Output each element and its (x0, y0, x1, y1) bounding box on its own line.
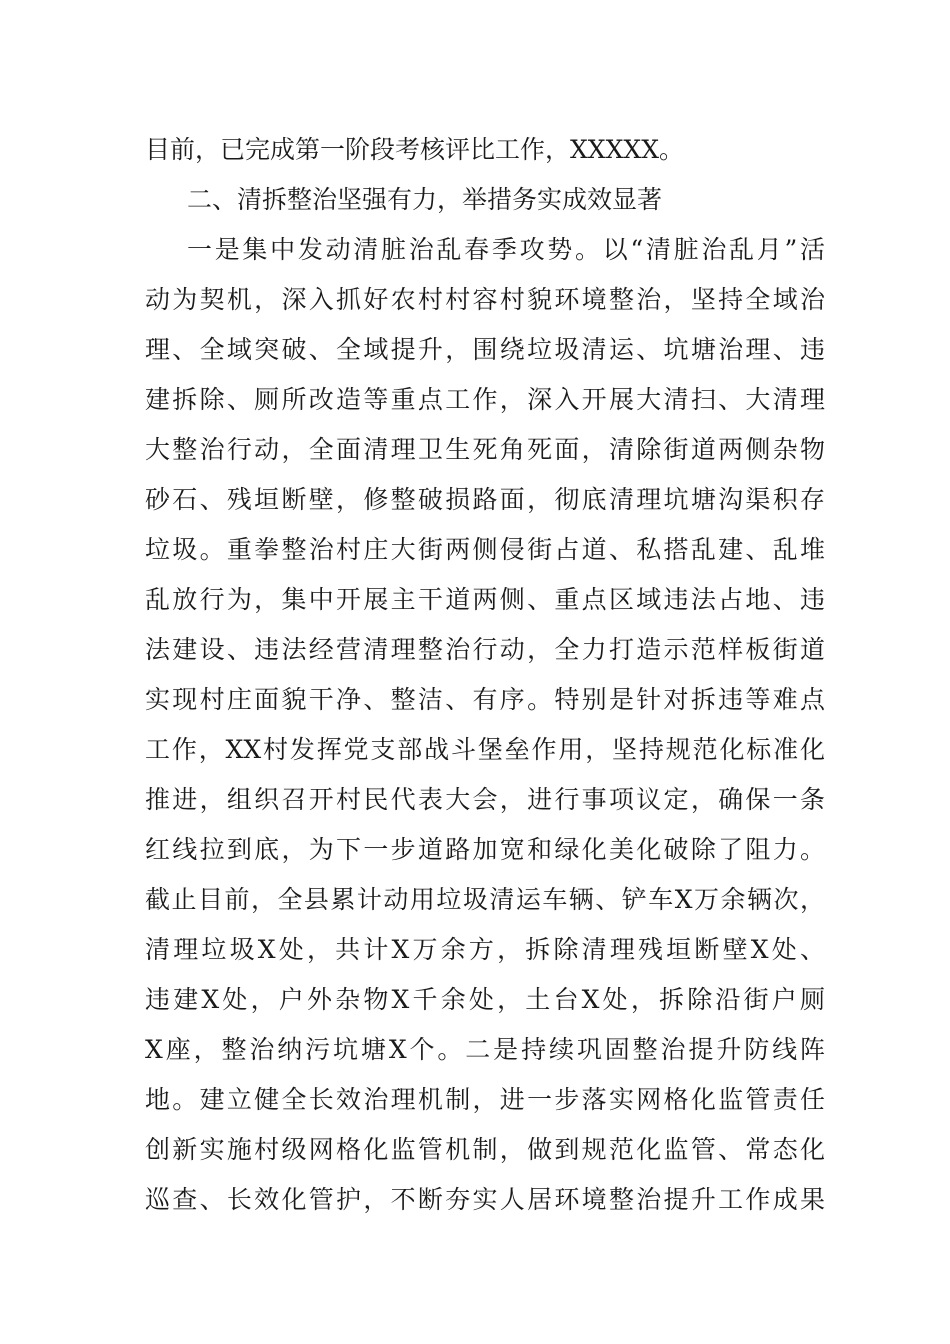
text-line: 目前，已完成第一阶段考核评比工作，XXXXX。 (145, 135, 684, 164)
text-line: 清理垃圾X处，共计X万余方，拆除清理残垣断壁X处、 (145, 935, 825, 964)
text-line: 垃圾。重拳整治村庄大街两侧侵街占道、私搭乱建、乱堆 (145, 535, 825, 564)
text-line: 红线拉到底，为下一步道路加宽和绿化美化破除了阻力。 (145, 835, 825, 864)
text-line: 一是集中发动清脏治乱春季攻势。以“清脏治乱月”活 (187, 235, 825, 264)
text-line: 大整治行动，全面清理卫生死角死面，清除街道两侧杂物 (145, 435, 825, 464)
text-line: X座，整治纳污坑塘X个。二是持续巩固整治提升防线阵 (145, 1035, 825, 1064)
text-line: 巡查、长效化管护，不断夯实人居环境整治提升工作成果 (145, 1185, 825, 1214)
text-line: 工作，XX村发挥党支部战斗堡垒作用，坚持规范化标准化 (145, 735, 825, 764)
text-line: 地。建立健全长效治理机制，进一步落实网格化监管责任 (145, 1085, 825, 1114)
text-line: 砂石、残垣断壁，修整破损路面，彻底清理坑塘沟渠积存 (145, 485, 825, 514)
section-heading: 二、清拆整治坚强有力，举措务实成效显著 (187, 185, 663, 214)
text-line: 理、全域突破、全域提升，围绕垃圾清运、坑塘治理、违 (145, 335, 825, 364)
text-line: 推进，组织召开村民代表大会，进行事项议定，确保一条 (145, 785, 825, 814)
text-line: 实现村庄面貌干净、整洁、有序。特别是针对拆违等难点 (145, 685, 825, 714)
text-line: 截止目前，全县累计动用垃圾清运车辆、铲车X万余辆次， (145, 885, 825, 914)
body-text (145, 125, 825, 1225)
text-line: 法建设、违法经营清理整治行动，全力打造示范样板街道 (145, 635, 825, 664)
text-line: 建拆除、厕所改造等重点工作，深入开展大清扫、大清理 (145, 385, 825, 414)
text-line: 违建X处，户外杂物X千余处，土台X处，拆除沿街户厕 (145, 985, 825, 1014)
text-line: 乱放行为，集中开展主干道两侧、重点区域违法占地、违 (145, 585, 825, 614)
text-line: 创新实施村级网格化监管机制，做到规范化监管、常态化 (145, 1135, 825, 1164)
text-line: 动为契机，深入抓好农村村容村貌环境整治，坚持全域治 (145, 285, 825, 314)
